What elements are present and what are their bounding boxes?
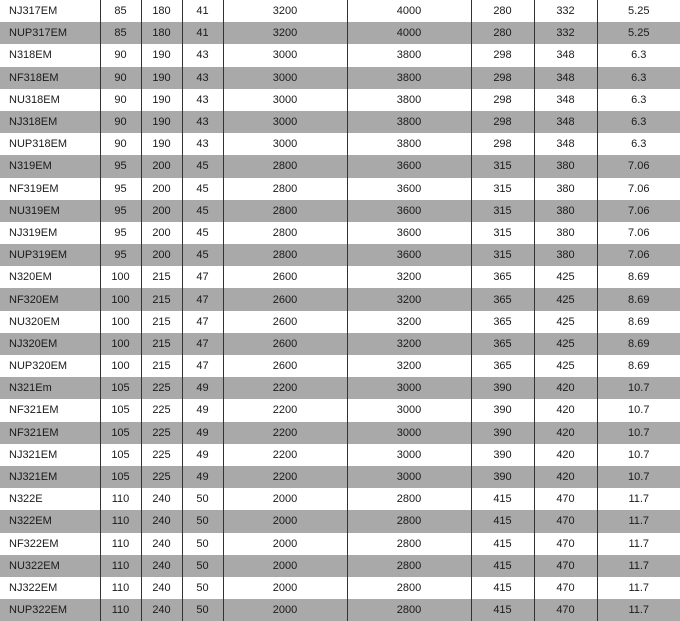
load-static-cell: 425 [534, 333, 597, 355]
table-row [0, 89, 680, 111]
load-dynamic-cell: 315 [471, 222, 534, 244]
load-dynamic-cell: 390 [471, 399, 534, 421]
table-row [0, 266, 680, 288]
table-row [0, 311, 680, 333]
outer-diameter-cell: 190 [141, 44, 182, 66]
speed-grease-cell: 2800 [223, 178, 347, 200]
mass-cell: 10.7 [597, 422, 680, 444]
bore-cell: 90 [100, 44, 141, 66]
bore-cell: 100 [100, 288, 141, 310]
load-dynamic-cell: 390 [471, 377, 534, 399]
mass-cell: 10.7 [597, 466, 680, 488]
outer-diameter-cell: 240 [141, 533, 182, 555]
speed-grease-cell: 2600 [223, 311, 347, 333]
width-cell: 50 [182, 555, 223, 577]
width-cell: 45 [182, 200, 223, 222]
designation-cell: NUP320EM [9, 360, 68, 373]
speed-grease-cell: 2200 [223, 466, 347, 488]
designation-cell: N321Em [0, 377, 100, 399]
load-static-cell: 470 [534, 599, 597, 621]
width-cell: 49 [182, 466, 223, 488]
table-row [0, 399, 680, 421]
mass-cell: 6.3 [597, 89, 680, 111]
load-dynamic-cell: 415 [471, 599, 534, 621]
bore-cell: 95 [100, 222, 141, 244]
table-row [0, 222, 680, 244]
designation-cell: NF318EM [0, 67, 100, 89]
outer-diameter-cell: 215 [141, 333, 182, 355]
outer-diameter-cell: 190 [141, 89, 182, 111]
outer-diameter-cell: 190 [141, 111, 182, 133]
speed-oil-cell: 3000 [347, 399, 471, 421]
load-static-cell: 332 [534, 0, 597, 22]
mass-cell: 8.69 [597, 266, 680, 288]
table-row [0, 111, 680, 133]
load-dynamic-cell: 415 [471, 488, 534, 510]
speed-grease-cell: 2000 [223, 555, 347, 577]
width-cell: 47 [182, 266, 223, 288]
load-static-cell: 420 [534, 422, 597, 444]
load-static-cell: 348 [534, 89, 597, 111]
outer-diameter-cell: 200 [141, 244, 182, 266]
table-row [0, 355, 680, 377]
width-cell: 45 [182, 178, 223, 200]
outer-diameter-cell: 200 [141, 200, 182, 222]
load-static-cell: 348 [534, 111, 597, 133]
speed-grease-cell: 2200 [223, 444, 347, 466]
mass-cell: 10.7 [597, 377, 680, 399]
mass-cell: 11.7 [597, 555, 680, 577]
outer-diameter-cell: 225 [141, 466, 182, 488]
speed-oil-cell: 3200 [347, 333, 471, 355]
speed-oil-cell: 3800 [347, 111, 471, 133]
outer-diameter-cell: 225 [141, 399, 182, 421]
speed-grease-cell: 2600 [223, 288, 347, 310]
designation-cell: NF321EM [9, 404, 59, 417]
speed-grease-cell: 3200 [223, 22, 347, 44]
load-dynamic-cell: 280 [471, 0, 534, 22]
table-row [0, 333, 680, 355]
load-static-cell: 332 [534, 22, 597, 44]
outer-diameter-cell: 225 [141, 422, 182, 444]
outer-diameter-cell: 190 [141, 67, 182, 89]
designation-cell: NJ321EM [0, 466, 100, 488]
designation-cell: NUP317EM [0, 22, 100, 44]
speed-grease-cell: 3000 [223, 67, 347, 89]
speed-oil-cell: 3000 [347, 466, 471, 488]
bore-cell: 95 [100, 200, 141, 222]
designation-cell: NUP319EM [0, 244, 100, 266]
width-cell: 43 [182, 67, 223, 89]
bore-cell: 95 [100, 244, 141, 266]
mass-cell: 7.06 [597, 222, 680, 244]
mass-cell: 11.7 [597, 577, 680, 599]
outer-diameter-cell: 215 [141, 355, 182, 377]
designation-cell: NUP318EM [9, 138, 68, 151]
table-row [0, 0, 680, 22]
mass-cell: 11.7 [597, 488, 680, 510]
speed-oil-cell: 3000 [347, 377, 471, 399]
table-row [0, 155, 680, 177]
outer-diameter-cell: 215 [141, 266, 182, 288]
speed-grease-cell: 2000 [223, 510, 347, 532]
load-dynamic-cell: 415 [471, 555, 534, 577]
table-row [0, 200, 680, 222]
outer-diameter-cell: 240 [141, 599, 182, 621]
load-static-cell: 420 [534, 444, 597, 466]
load-dynamic-cell: 315 [471, 178, 534, 200]
speed-grease-cell: 2000 [223, 533, 347, 555]
designation-cell: NJ322EM [9, 581, 58, 594]
mass-cell: 7.06 [597, 200, 680, 222]
width-cell: 43 [182, 89, 223, 111]
speed-grease-cell: 2200 [223, 377, 347, 399]
load-static-cell: 470 [534, 555, 597, 577]
outer-diameter-cell: 180 [141, 0, 182, 22]
bore-cell: 110 [100, 488, 141, 510]
width-cell: 45 [182, 222, 223, 244]
bore-cell: 105 [100, 444, 141, 466]
speed-oil-cell: 3800 [347, 44, 471, 66]
outer-diameter-cell: 240 [141, 555, 182, 577]
load-static-cell: 348 [534, 44, 597, 66]
speed-oil-cell: 2800 [347, 577, 471, 599]
speed-oil-cell: 3200 [347, 355, 471, 377]
mass-cell: 6.3 [597, 133, 680, 155]
outer-diameter-cell: 240 [141, 577, 182, 599]
speed-oil-cell: 3200 [347, 266, 471, 288]
speed-oil-cell: 2800 [347, 510, 471, 532]
speed-grease-cell: 3000 [223, 89, 347, 111]
load-static-cell: 420 [534, 377, 597, 399]
load-static-cell: 420 [534, 466, 597, 488]
outer-diameter-cell: 200 [141, 155, 182, 177]
designation-cell: NF320EM [0, 288, 100, 310]
table-row [0, 599, 680, 621]
bore-cell: 100 [100, 266, 141, 288]
load-static-cell: 470 [534, 577, 597, 599]
bore-cell: 95 [100, 155, 141, 177]
load-static-cell: 380 [534, 200, 597, 222]
designation-cell: N320EM [9, 271, 52, 284]
width-cell: 41 [182, 22, 223, 44]
width-cell: 47 [182, 333, 223, 355]
speed-grease-cell: 3000 [223, 111, 347, 133]
speed-oil-cell: 3600 [347, 244, 471, 266]
load-static-cell: 425 [534, 266, 597, 288]
bore-cell: 110 [100, 510, 141, 532]
speed-grease-cell: 3000 [223, 133, 347, 155]
mass-cell: 10.7 [597, 399, 680, 421]
load-static-cell: 380 [534, 178, 597, 200]
width-cell: 50 [182, 510, 223, 532]
table-row [0, 510, 680, 532]
mass-cell: 11.7 [597, 510, 680, 532]
mass-cell: 8.69 [597, 311, 680, 333]
load-static-cell: 380 [534, 244, 597, 266]
table-row [0, 244, 680, 266]
speed-grease-cell: 2800 [223, 155, 347, 177]
outer-diameter-cell: 215 [141, 311, 182, 333]
load-dynamic-cell: 298 [471, 44, 534, 66]
load-dynamic-cell: 365 [471, 288, 534, 310]
designation-cell: NF319EM [9, 182, 59, 195]
speed-grease-cell: 2600 [223, 355, 347, 377]
table-row [0, 555, 680, 577]
speed-grease-cell: 2800 [223, 244, 347, 266]
table-row [0, 133, 680, 155]
speed-grease-cell: 2200 [223, 422, 347, 444]
bore-cell: 105 [100, 466, 141, 488]
speed-oil-cell: 3600 [347, 178, 471, 200]
outer-diameter-cell: 180 [141, 22, 182, 44]
designation-cell: NJ319EM [9, 226, 58, 239]
table-row [0, 466, 680, 488]
mass-cell: 11.7 [597, 599, 680, 621]
load-dynamic-cell: 415 [471, 510, 534, 532]
outer-diameter-cell: 240 [141, 510, 182, 532]
table-row [0, 422, 680, 444]
designation-cell: N322E [9, 493, 43, 506]
speed-oil-cell: 3000 [347, 444, 471, 466]
load-dynamic-cell: 365 [471, 333, 534, 355]
speed-oil-cell: 4000 [347, 22, 471, 44]
mass-cell: 7.06 [597, 178, 680, 200]
designation-cell: N319EM [0, 155, 100, 177]
width-cell: 43 [182, 44, 223, 66]
speed-grease-cell: 3000 [223, 44, 347, 66]
width-cell: 50 [182, 577, 223, 599]
load-static-cell: 348 [534, 133, 597, 155]
mass-cell: 6.3 [597, 44, 680, 66]
designation-cell: NJ321EM [9, 448, 58, 461]
speed-grease-cell: 2000 [223, 577, 347, 599]
speed-grease-cell: 2800 [223, 222, 347, 244]
load-dynamic-cell: 390 [471, 422, 534, 444]
designation-cell: NF322EM [9, 537, 59, 550]
mass-cell: 8.69 [597, 288, 680, 310]
speed-grease-cell: 2000 [223, 599, 347, 621]
load-dynamic-cell: 365 [471, 355, 534, 377]
bore-cell: 110 [100, 599, 141, 621]
table-row [0, 488, 680, 510]
mass-cell: 5.25 [597, 22, 680, 44]
designation-cell: NJ320EM [0, 333, 100, 355]
load-dynamic-cell: 315 [471, 155, 534, 177]
table-row [0, 178, 680, 200]
width-cell: 41 [182, 0, 223, 22]
width-cell: 49 [182, 399, 223, 421]
table-row [0, 67, 680, 89]
bore-cell: 110 [100, 577, 141, 599]
width-cell: 50 [182, 599, 223, 621]
speed-oil-cell: 3600 [347, 200, 471, 222]
speed-grease-cell: 2600 [223, 333, 347, 355]
load-static-cell: 380 [534, 155, 597, 177]
mass-cell: 7.06 [597, 244, 680, 266]
mass-cell: 5.25 [597, 0, 680, 22]
table-row [0, 444, 680, 466]
bore-cell: 85 [100, 0, 141, 22]
mass-cell: 8.69 [597, 333, 680, 355]
speed-grease-cell: 2800 [223, 200, 347, 222]
speed-grease-cell: 2200 [223, 399, 347, 421]
speed-oil-cell: 3200 [347, 311, 471, 333]
load-dynamic-cell: 365 [471, 266, 534, 288]
load-dynamic-cell: 365 [471, 311, 534, 333]
table-row [0, 377, 680, 399]
outer-diameter-cell: 190 [141, 133, 182, 155]
bore-cell: 110 [100, 533, 141, 555]
load-dynamic-cell: 298 [471, 111, 534, 133]
speed-oil-cell: 2800 [347, 555, 471, 577]
bore-cell: 90 [100, 89, 141, 111]
width-cell: 43 [182, 133, 223, 155]
table-row [0, 533, 680, 555]
outer-diameter-cell: 200 [141, 222, 182, 244]
bore-cell: 105 [100, 377, 141, 399]
load-dynamic-cell: 390 [471, 466, 534, 488]
outer-diameter-cell: 240 [141, 488, 182, 510]
bore-cell: 105 [100, 399, 141, 421]
outer-diameter-cell: 215 [141, 288, 182, 310]
speed-oil-cell: 3600 [347, 155, 471, 177]
load-dynamic-cell: 415 [471, 533, 534, 555]
speed-oil-cell: 3800 [347, 89, 471, 111]
mass-cell: 8.69 [597, 355, 680, 377]
mass-cell: 6.3 [597, 67, 680, 89]
bore-cell: 95 [100, 178, 141, 200]
speed-grease-cell: 2000 [223, 488, 347, 510]
designation-cell: N318EM [9, 49, 52, 62]
load-static-cell: 420 [534, 399, 597, 421]
bore-cell: 105 [100, 422, 141, 444]
load-dynamic-cell: 298 [471, 67, 534, 89]
designation-cell: N322EM [0, 510, 100, 532]
load-dynamic-cell: 315 [471, 200, 534, 222]
load-static-cell: 425 [534, 355, 597, 377]
designation-cell: NJ318EM [0, 111, 100, 133]
designation-cell: NU319EM [0, 200, 100, 222]
load-dynamic-cell: 315 [471, 244, 534, 266]
width-cell: 47 [182, 355, 223, 377]
designation-cell: NU320EM [9, 315, 60, 328]
load-dynamic-cell: 415 [471, 577, 534, 599]
bore-cell: 100 [100, 355, 141, 377]
speed-oil-cell: 3600 [347, 222, 471, 244]
bore-cell: 100 [100, 311, 141, 333]
load-static-cell: 470 [534, 488, 597, 510]
speed-oil-cell: 2800 [347, 533, 471, 555]
load-static-cell: 348 [534, 67, 597, 89]
speed-oil-cell: 4000 [347, 0, 471, 22]
speed-grease-cell: 2600 [223, 266, 347, 288]
load-static-cell: 470 [534, 510, 597, 532]
speed-oil-cell: 3800 [347, 133, 471, 155]
designation-cell: NJ317EM [9, 5, 58, 18]
load-dynamic-cell: 298 [471, 89, 534, 111]
load-dynamic-cell: 390 [471, 444, 534, 466]
width-cell: 49 [182, 422, 223, 444]
table-row [0, 22, 680, 44]
table-row [0, 44, 680, 66]
speed-oil-cell: 2800 [347, 488, 471, 510]
bore-cell: 110 [100, 555, 141, 577]
load-static-cell: 470 [534, 533, 597, 555]
speed-oil-cell: 3000 [347, 422, 471, 444]
width-cell: 47 [182, 288, 223, 310]
load-dynamic-cell: 280 [471, 22, 534, 44]
bore-cell: 85 [100, 22, 141, 44]
load-static-cell: 425 [534, 288, 597, 310]
table-row [0, 288, 680, 310]
width-cell: 43 [182, 111, 223, 133]
outer-diameter-cell: 225 [141, 444, 182, 466]
bore-cell: 90 [100, 133, 141, 155]
speed-oil-cell: 2800 [347, 599, 471, 621]
width-cell: 50 [182, 488, 223, 510]
width-cell: 45 [182, 244, 223, 266]
designation-cell: NU322EM [0, 555, 100, 577]
width-cell: 47 [182, 311, 223, 333]
outer-diameter-cell: 200 [141, 178, 182, 200]
bore-cell: 100 [100, 333, 141, 355]
load-static-cell: 380 [534, 222, 597, 244]
width-cell: 45 [182, 155, 223, 177]
mass-cell: 11.7 [597, 533, 680, 555]
mass-cell: 7.06 [597, 155, 680, 177]
speed-oil-cell: 3200 [347, 288, 471, 310]
bore-cell: 90 [100, 67, 141, 89]
designation-cell: NF321EM [0, 422, 100, 444]
width-cell: 50 [182, 533, 223, 555]
designation-cell: NU318EM [9, 93, 60, 106]
load-dynamic-cell: 298 [471, 133, 534, 155]
width-cell: 49 [182, 444, 223, 466]
table-row [0, 577, 680, 599]
designation-cell: NUP322EM [0, 599, 100, 621]
mass-cell: 6.3 [597, 111, 680, 133]
speed-oil-cell: 3800 [347, 67, 471, 89]
outer-diameter-cell: 225 [141, 377, 182, 399]
width-cell: 49 [182, 377, 223, 399]
load-static-cell: 425 [534, 311, 597, 333]
speed-grease-cell: 3200 [223, 0, 347, 22]
mass-cell: 10.7 [597, 444, 680, 466]
bore-cell: 90 [100, 111, 141, 133]
